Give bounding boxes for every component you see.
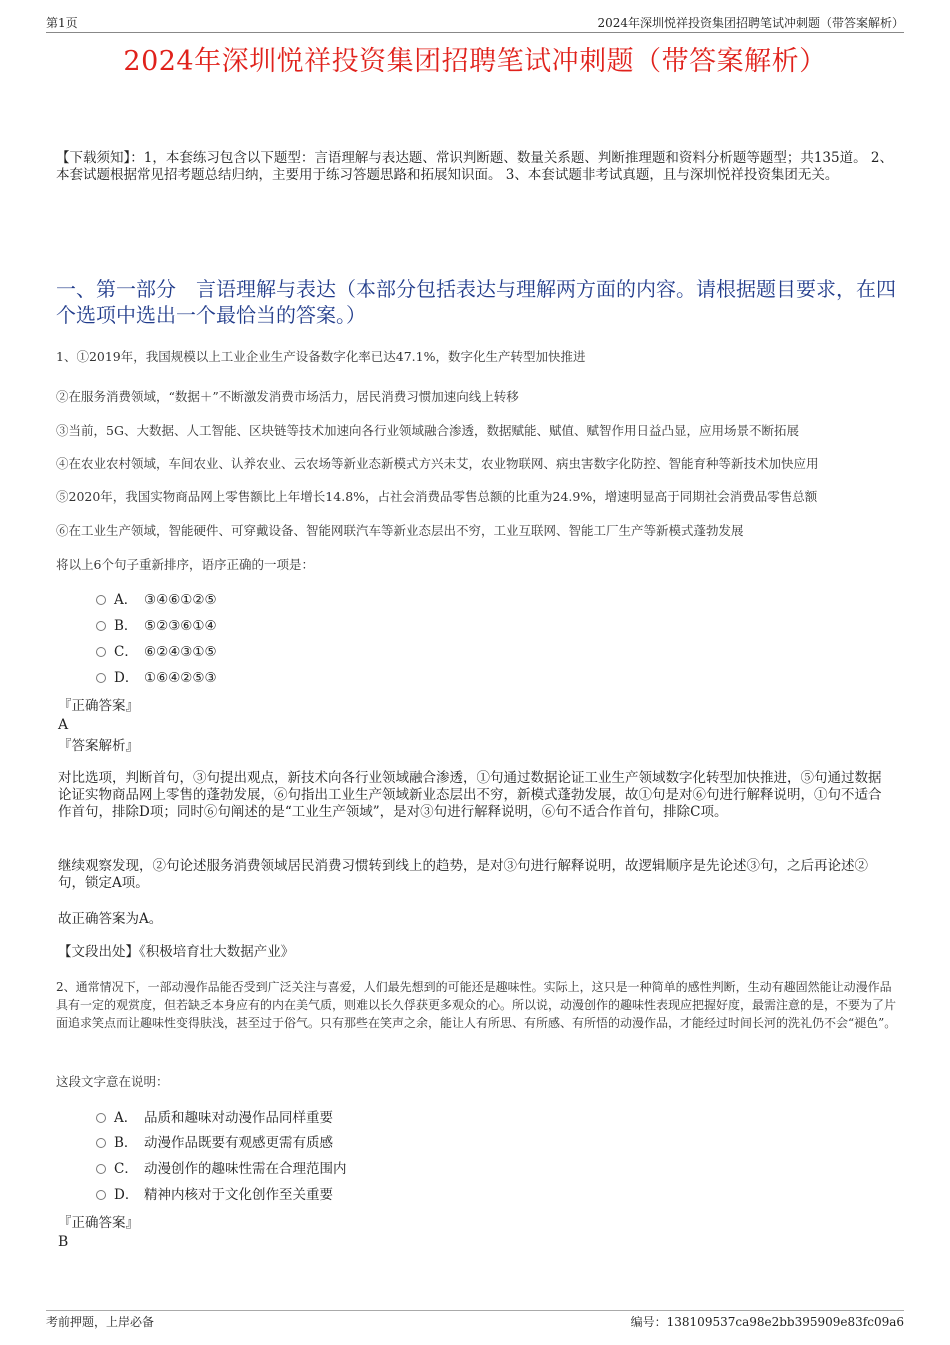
- radio-icon[interactable]: [96, 1138, 106, 1148]
- q2-option-b[interactable]: B． 动漫作品既要有观感更需有质感: [96, 1134, 333, 1152]
- radio-icon[interactable]: [96, 595, 106, 605]
- radio-icon[interactable]: [96, 673, 106, 683]
- q1-sentence-2: ②在服务消费领域，“数据＋”不断激发消费市场活力，居民消费习惯加速向线上转移: [56, 389, 519, 404]
- q1-sentence-3: ③当前，5G、大数据、人工智能、区块链等技术加速向各行业领域融合渗透，数据赋能、赋值、赋智作用日益凸显，应用场景不断拓展: [56, 423, 799, 438]
- radio-icon[interactable]: [96, 1164, 106, 1174]
- q2-option-c[interactable]: C． 动漫创作的趣味性需在合理范围内: [96, 1160, 347, 1178]
- radio-icon[interactable]: [96, 1113, 106, 1123]
- document-title: 2024年深圳悦祥投资集团招聘笔试冲刺题（带答案解析）: [123, 46, 827, 77]
- q1-analysis-paragraph-1: 对比选项，判断首句，③句提出观点，新技术向各行业领域融合渗透，①句通过数据论证工业生产领域数字化转型加快推进，⑤句通过数据论证实物商品网上零售的蓬勃发展，⑥句指出工业生产领域新业态层出不穷，新模式蓬勃发展，故①句是对⑥句进行解释说明，①句不适合作首句，排除D项；同时⑥句阐述的是“工业生产领域”，是对③句进行解释说明，⑥句不适合作首句，排除C项。: [58, 770, 882, 820]
- q2-prompt: 这段文字意在说明：: [56, 1074, 169, 1089]
- q1-answer-label: 『正确答案』: [58, 698, 139, 714]
- q2-option-d[interactable]: D． 精神内核对于文化创作至关重要: [96, 1186, 333, 1204]
- q1-option-a[interactable]: A． ③④⑥①②⑤: [96, 591, 217, 609]
- q1-prompt: 将以上6个句子重新排序，语序正确的一项是：: [56, 557, 314, 572]
- page-number: 第1页: [46, 16, 78, 30]
- q1-sentence-6: ⑥在工业生产领域，智能硬件、可穿戴设备、智能网联汽车等新业态层出不穷，工业互联网、智能工厂生产等新模式蓬勃发展: [56, 523, 744, 538]
- q1-option-d[interactable]: D． ①⑥④②⑤③: [96, 669, 217, 687]
- q1-analysis-paragraph-3: 故正确答案为A。: [58, 911, 163, 927]
- q1-sentence-4: ④在农业农村领域，车间农业、认养农业、云农场等新业态新模式方兴未艾，农业物联网、病虫害数字化防控、智能育种等新技术加快应用: [56, 456, 819, 471]
- download-notice: 【下载须知】：1，本套练习包含以下题型：言语理解与表达题、常识判断题、数量关系题、判断推理题和资料分析题等题型；共135道。 2、本套试题根据常见招考题总结归纳，主要用于练习答题思路和拓展知识面。 3、本套试题非考试真题，且与深圳悦祥投资集团无关。: [56, 150, 893, 183]
- q1-option-b[interactable]: B． ⑤②③⑥①④: [96, 617, 217, 635]
- q1-analysis-label: 『答案解析』: [58, 738, 139, 754]
- section-heading: 一、第一部分 言语理解与表达（本部分包括表达与理解两方面的内容。请根据题目要求，在四个选项中选出一个最恰当的答案。）: [56, 277, 896, 327]
- page-footer: [46, 1310, 904, 1329]
- q1-sentence-5: ⑤2020年，我国实物商品网上零售额比上年增长14.8%，占社会消费品零售总额的比重为24.9%，增速明显高于同期社会消费品零售总额: [56, 489, 818, 504]
- q1-answer: A: [58, 717, 69, 733]
- radio-icon[interactable]: [96, 1190, 106, 1200]
- q1-option-c[interactable]: C． ⑥②④③①⑤: [96, 643, 217, 661]
- q2-answer: B: [58, 1234, 69, 1250]
- footer-slogan: 考前押题，上岸必备: [46, 1315, 155, 1329]
- q1-source: 【文段出处】《积极培育壮大数据产业》: [58, 944, 295, 960]
- q1-analysis-paragraph-2: 继续观察发现，②句论述服务消费领域居民消费习惯转到线上的趋势，是对③句进行解释说明，故逻辑顺序是先论述③句，之后再论述②句，锁定A项。: [58, 858, 868, 891]
- q2-answer-label: 『正确答案』: [58, 1215, 139, 1231]
- q1-sentence-1: 1、①2019年，我国规模以上工业企业生产设备数字化率已达47.1%，数字化生产转型加快推进: [56, 349, 586, 364]
- q2-passage: 2、通常情况下，一部动漫作品能否受到广泛关注与喜爱，人们最先想到的可能还是趣味性。实际上，这只是一种简单的感性判断，生动有趣固然能让动漫作品具有一定的观赏度，但若缺乏本身应有的内在美气质，则难以长久俘获更多观众的心。所以说，动漫创作的趣味性表现应把握好度，最需注意的是，不要为了片面追求笑点而让趣味性变得肤浅，甚至过于俗气。只有那些在笑声之余，能让人有所思、有所感、有所悟的动漫作品，才能经过时间长河的洗礼仍不会“褪色”。: [56, 980, 897, 1030]
- header-doc-title: 2024年深圳悦祥投资集团招聘笔试冲刺题（带答案解析）: [597, 16, 904, 30]
- page-header: [46, 14, 904, 33]
- footer-serial: 编号：138109537ca98e2bb395909e83fc09a6: [630, 1315, 904, 1329]
- radio-icon[interactable]: [96, 621, 106, 631]
- q2-option-a[interactable]: A． 品质和趣味对动漫作品同样重要: [96, 1109, 333, 1127]
- radio-icon[interactable]: [96, 647, 106, 657]
